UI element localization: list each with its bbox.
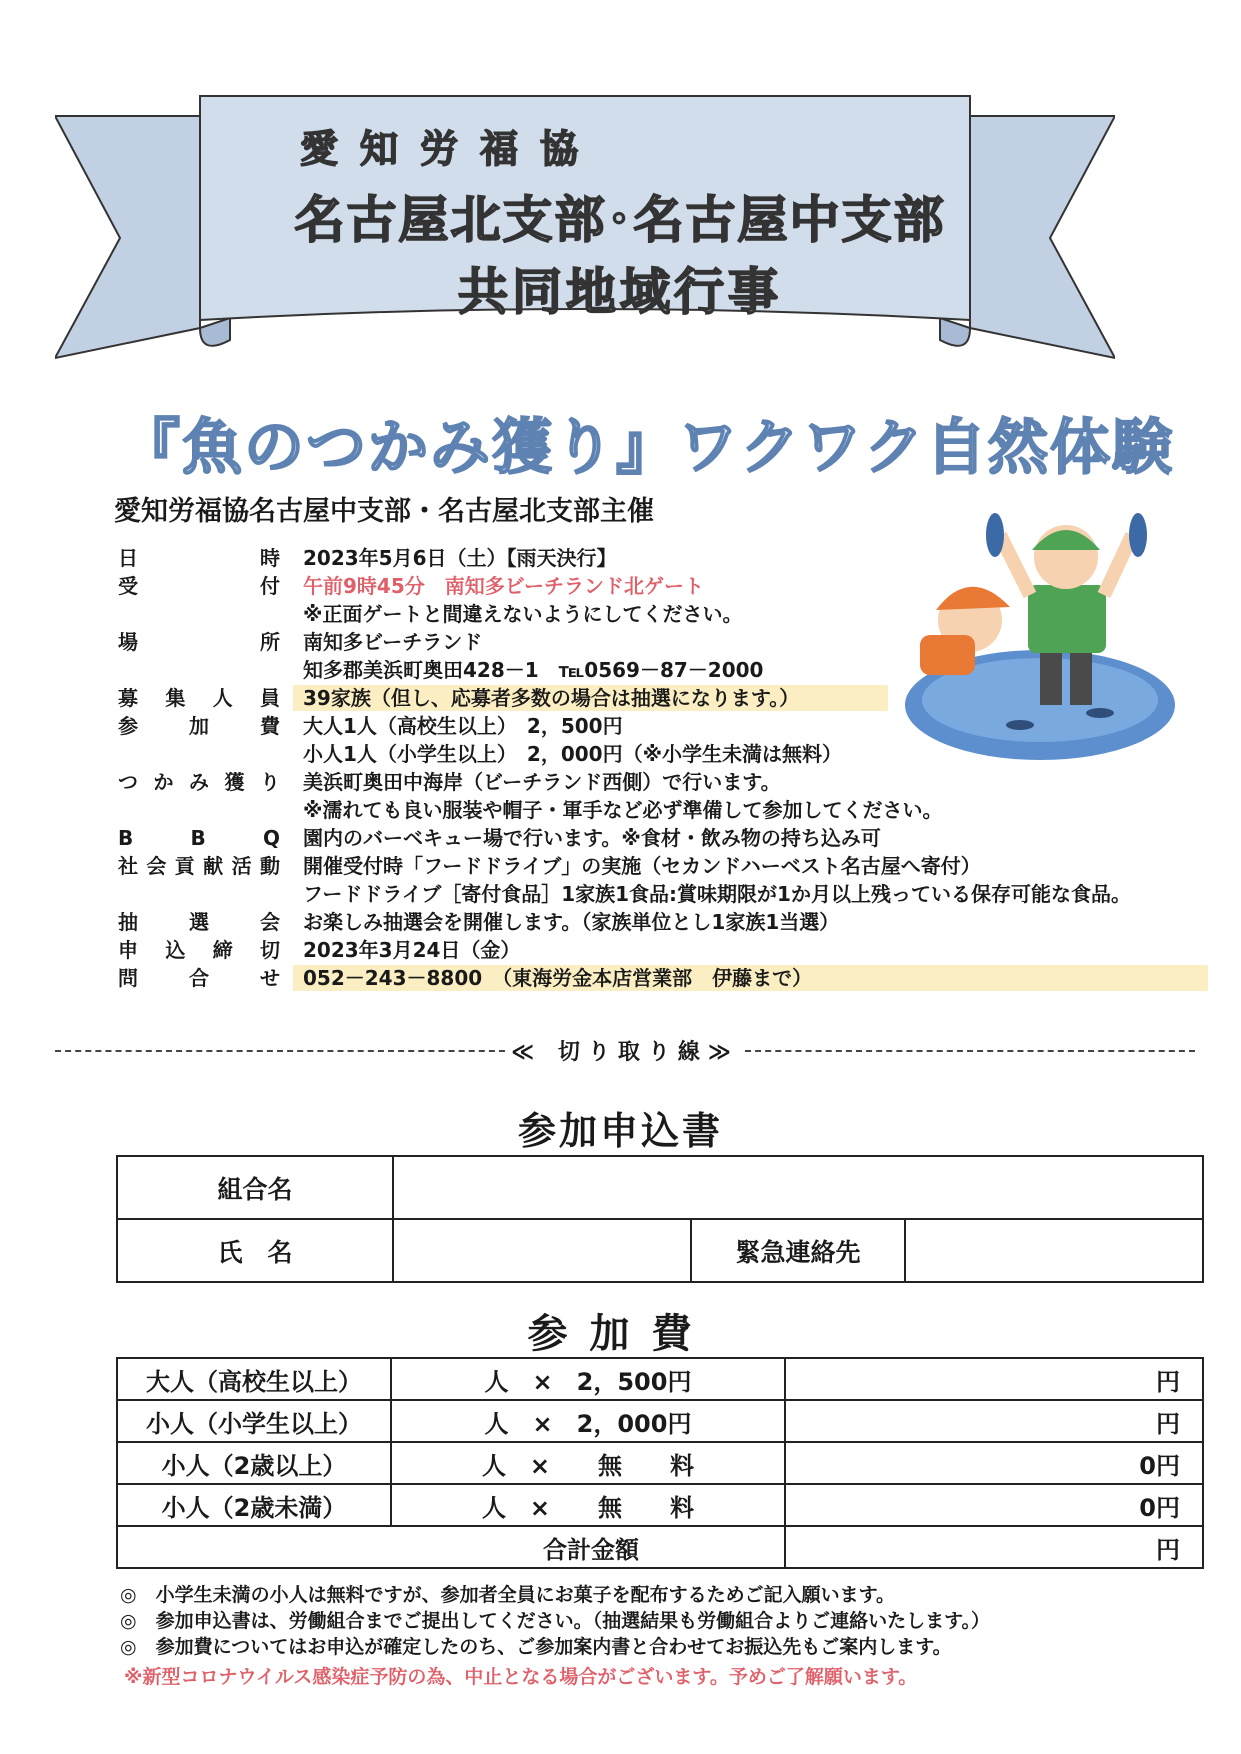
banner-line-2: 名古屋北支部･名古屋中支部 — [294, 191, 946, 249]
detail-value: 2023年3月24日（金） — [303, 938, 521, 962]
detail-value: 大人1人（高校生以上） 2，500円 — [303, 714, 623, 738]
name-field[interactable] — [393, 1219, 691, 1282]
detail-value: 午前9時45分 南知多ビーチランド北ゲート — [303, 574, 704, 598]
cut-line — [55, 1035, 1195, 1066]
emergency-label: 緊急連絡先 — [691, 1219, 905, 1282]
table-row — [117, 1358, 1203, 1400]
detail-value: 2023年5月6日（土）【雨天決行】 — [303, 546, 617, 570]
table-row — [117, 1400, 1203, 1442]
detail-value: 南知多ビーチランド — [303, 630, 483, 654]
total-amount[interactable]: 円 — [785, 1526, 1203, 1568]
fee-category: 小人（小学生以上） — [117, 1400, 391, 1442]
union-field[interactable] — [393, 1156, 1203, 1219]
detail-value: ※正面ゲートと間違えないようにしてください。 — [303, 602, 743, 626]
fee-category: 小人（2歳以上） — [117, 1442, 391, 1484]
kids-fishing-illustration — [900, 495, 1180, 765]
detail-value: 小人1人（小学生以上） 2，000円（※小学生未満は無料） — [303, 742, 843, 766]
cut-line-label: ≪ 切り取り線≫ — [511, 1040, 739, 1065]
fee-amount: 0円 — [785, 1484, 1203, 1526]
union-label: 組合名 — [117, 1156, 393, 1219]
application-form-table — [116, 1155, 1204, 1283]
organizer: 愛知労福協名古屋中支部・名古屋北支部主催 — [114, 496, 654, 527]
event-title: 『魚のつかみ獲り』ワクワク自然体験 — [120, 413, 1174, 483]
detail-value: ※濡れても良い服装や帽子・軍手など必ず準備して参加してください。 — [303, 798, 943, 822]
detail-value: 開催受付時「フードドライブ」の実施（セカンドハーベスト名古屋へ寄付） — [303, 854, 981, 878]
table-row — [117, 1442, 1203, 1484]
fee-category: 小人（2歳未満） — [117, 1484, 391, 1526]
detail-value: 052－243－8800 （東海労金本店営業部 伊藤まで） — [293, 965, 1208, 991]
note-item: ◎ 参加申込書は、労働組合までご提出してください。（抽選結果も労働組合よりご連絡いたします。） — [120, 1610, 991, 1632]
fee-calc[interactable]: 人 × 2，500円 — [391, 1358, 785, 1400]
detail-value: お楽しみ抽選会を開催します。（家族単位とし1家族1当選） — [303, 910, 840, 934]
fee-calc[interactable]: 人 × 無 料 — [391, 1484, 785, 1526]
fee-title: 参加費 — [527, 1311, 714, 1357]
table-row — [117, 1484, 1203, 1526]
banner-line-3: 共同地域行事 — [458, 263, 782, 321]
form-title: 参加申込書 — [517, 1109, 723, 1153]
fee-table — [116, 1357, 1204, 1569]
emergency-field[interactable] — [905, 1219, 1203, 1282]
fee-calc[interactable]: 人 × 2，000円 — [391, 1400, 785, 1442]
fee-amount[interactable]: 円 — [785, 1358, 1203, 1400]
total-row — [117, 1526, 1203, 1568]
detail-value: 美浜町奥田中海岸（ビーチランド西側）で行います。 — [303, 770, 781, 794]
total-label: 合計金額 — [117, 1526, 785, 1568]
detail-value: フードドライブ［寄付食品］1家族1食品:賞味期限が1か月以上残っている保存可能な食品。 — [303, 882, 1131, 906]
notes — [120, 1582, 990, 1660]
banner-line-1: 愛知労福協 — [299, 127, 600, 171]
fee-amount: 0円 — [785, 1442, 1203, 1484]
fee-category: 大人（高校生以上） — [117, 1358, 391, 1400]
name-label: 氏 名 — [117, 1219, 393, 1282]
covid-notice: ※新型コロナウイルス感染症予防の為、中止となる場合がございます。予めご了解願います。 — [124, 1666, 918, 1688]
note-item: ◎ 小学生未満の小人は無料ですが、参加者全員にお菓子を配布するためご記入願います。 — [120, 1584, 896, 1606]
detail-value: 39家族（但し、応募者多数の場合は抽選になります。） — [293, 685, 888, 711]
detail-value: 園内のバーベキュー場で行います。※食材・飲み物の持ち込み可 — [303, 826, 881, 850]
fee-calc[interactable]: 人 × 無 料 — [391, 1442, 785, 1484]
note-item: ◎ 参加費についてはお申込が確定したのち、ご参加案内書と合わせてお振込先もご案内します。 — [120, 1636, 952, 1658]
detail-value: 知多郡美浜町奥田428－1 ℡0569－87－2000 — [303, 658, 764, 682]
fee-amount[interactable]: 円 — [785, 1400, 1203, 1442]
